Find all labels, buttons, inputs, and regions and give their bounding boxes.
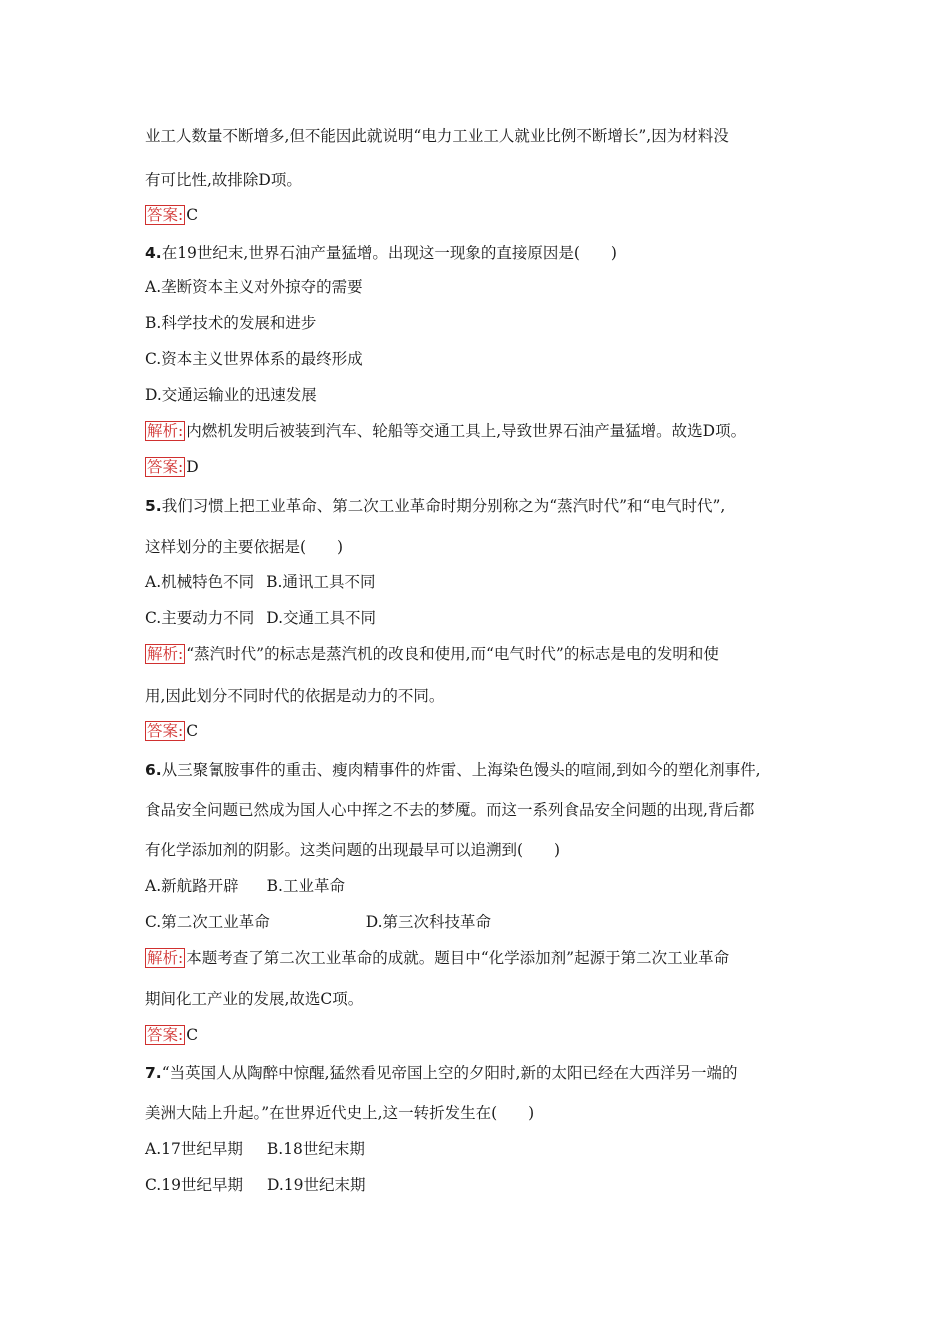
q6-options-row-2	[145, 912, 491, 932]
q4-stem	[145, 243, 617, 263]
q6-option-a: A.新航路开辟	[145, 877, 239, 895]
analysis-text: “蒸汽时代”的标志是蒸汽机的改良和使用,而“电气时代”的标志是电的发明和使	[186, 645, 719, 663]
q7-option-d: D.19世纪末期	[266, 1176, 366, 1194]
answer-tag: 答案:	[147, 722, 184, 740]
q5-option-b: B.通讯工具不同	[266, 573, 376, 591]
q6-answer	[145, 1025, 198, 1045]
q6-option-b: B.工业革命	[266, 877, 345, 895]
analysis-tag: 解析:	[147, 949, 184, 967]
analysis-tag: 解析:	[147, 645, 184, 663]
answer-tag: 答案:	[147, 206, 184, 224]
q7-options-row-1	[145, 1139, 365, 1159]
q7-option-c: C.19世纪早期	[145, 1176, 243, 1194]
q4-analysis	[145, 421, 746, 441]
q5-stem-line-2: 这样划分的主要依据是( )	[145, 538, 344, 556]
analysis-text: 内燃机发明后被装到汽车、轮船等交通工具上,导致世界石油产量猛增。故选D项。	[186, 422, 747, 440]
q5-answer	[145, 721, 198, 741]
answer-tag: 答案:	[147, 458, 184, 476]
analysis-text: 本题考查了第二次工业革命的成就。题目中“化学添加剂”起源于第二次工业革命	[186, 949, 730, 967]
q6-stem-line-2: 食品安全问题已然成为国人心中挥之不去的梦魇。而这一系列食品安全问题的出现,背后都	[145, 801, 755, 819]
q6-option-c: C.第二次工业革命	[145, 913, 270, 931]
q5-option-d: D.交通工具不同	[266, 609, 377, 627]
q6-stem-line-1	[145, 760, 761, 780]
q6-analysis-line-1	[145, 948, 729, 968]
answer-value: C	[186, 1026, 199, 1044]
q7-stem-line-2: 美洲大陆上升起。”在世界近代史上,这一转折发生在( )	[145, 1104, 535, 1122]
prev-analysis-line-1: 业工人数量不断增多,但不能因此就说明“电力工业工人就业比例不断增长”,因为材料没	[145, 127, 729, 145]
q5-option-a: A.机械特色不同	[145, 573, 255, 591]
q5-options-row-2	[145, 608, 376, 628]
question-number: 5.	[145, 497, 162, 515]
prev-analysis-line-2: 有可比性,故排除D项。	[145, 171, 302, 189]
prev-answer	[145, 205, 198, 225]
q4-option-c: C.资本主义世界体系的最终形成	[145, 350, 363, 368]
q4-option-b: B.科学技术的发展和进步	[145, 314, 317, 332]
q4-option-d: D.交通运输业的迅速发展	[145, 386, 317, 404]
q6-stem-line-3: 有化学添加剂的阴影。这类问题的出现最早可以追溯到( )	[145, 841, 561, 859]
question-number: 6.	[145, 761, 162, 779]
answer-value: C	[186, 722, 199, 740]
q4-option-a: A.垄断资本主义对外掠夺的需要	[145, 278, 363, 296]
q5-stem-line-1	[145, 496, 725, 516]
q5-option-c: C.主要动力不同	[145, 609, 255, 627]
question-number: 4.	[145, 244, 162, 262]
q6-analysis-line-2: 期间化工产业的发展,故选C项。	[145, 990, 364, 1008]
answer-tag: 答案:	[147, 1026, 184, 1044]
q6-option-d: D.第三次科技革命	[365, 913, 492, 931]
question-text: 从三聚氰胺事件的重击、瘦肉精事件的炸雷、上海染色馒头的喧闹,到如今的塑化剂事件,	[161, 761, 761, 779]
answer-value: D	[186, 458, 199, 476]
q7-stem-line-1	[145, 1063, 737, 1083]
q6-options-row-1	[145, 876, 345, 896]
question-text: 在19世纪末,世界石油产量猛增。出现这一现象的直接原因是( )	[161, 244, 617, 262]
question-number: 7.	[145, 1064, 162, 1082]
analysis-tag: 解析:	[147, 422, 184, 440]
q7-options-row-2	[145, 1175, 366, 1195]
answer-value: C	[186, 206, 199, 224]
q4-answer	[145, 457, 199, 477]
q5-options-row-1	[145, 572, 375, 592]
q5-analysis-line-1	[145, 644, 719, 664]
q7-option-b: B.18世纪末期	[266, 1140, 365, 1158]
question-text: “当英国人从陶醉中惊醒,猛然看见帝国上空的夕阳时,新的太阳已经在大西洋另一端的	[161, 1064, 738, 1082]
question-text: 我们习惯上把工业革命、第二次工业革命时期分别称之为“蒸汽时代”和“电气时代”,	[161, 497, 726, 515]
q7-option-a: A.17世纪早期	[145, 1140, 243, 1158]
q5-analysis-line-2: 用,因此划分不同时代的依据是动力的不同。	[145, 687, 445, 705]
